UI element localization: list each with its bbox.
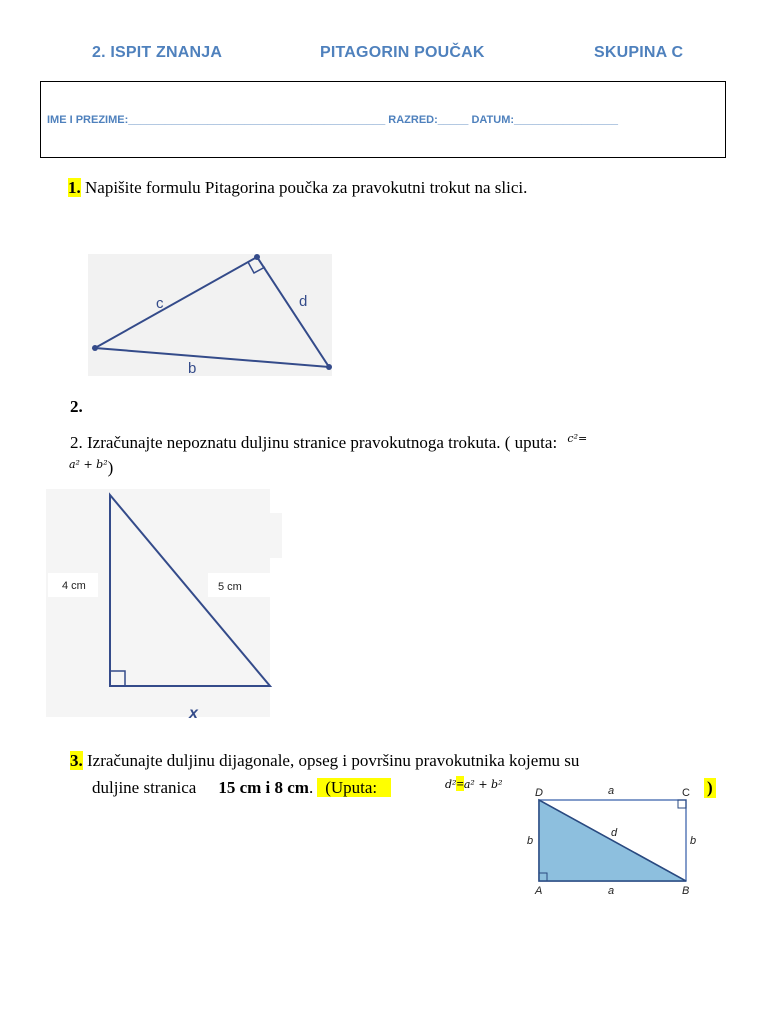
side-label-hypotenuse: 5 cm xyxy=(218,581,242,593)
figure-2-background xyxy=(46,489,270,717)
question-1 xyxy=(68,178,527,198)
question-1-text: Napišite formulu Pitagorina poučka za pravokutni trokut na slici. xyxy=(85,178,528,197)
question-3-dimensions: 15 cm i 8 cm xyxy=(218,778,309,797)
topic-title: PITAGORIN POUČAK xyxy=(320,44,485,61)
question-2-text: Izračunajte nepoznatu duljinu stranice pravokutnoga trokuta. ( uputa: xyxy=(87,433,558,452)
test-title: 2. ISPIT ZNANJA xyxy=(92,44,223,61)
question-2-hint-lhs: c²= xyxy=(567,432,588,445)
corner-label-B: B xyxy=(682,885,690,896)
group-label: SKUPINA C xyxy=(594,44,684,61)
question-2-number: 2. xyxy=(70,433,83,452)
diagonal-label: d xyxy=(611,827,618,839)
question-2-heading: 2. xyxy=(70,397,83,416)
question-3-text-line2a: duljine stranica xyxy=(92,778,197,797)
date-blank[interactable]: _________________ xyxy=(514,114,619,126)
question-1-number: 1. xyxy=(68,178,81,197)
question-3-hint-rhs: a² + b² xyxy=(463,778,503,791)
vertex-dot xyxy=(254,254,260,260)
question-3-hint-formula xyxy=(445,773,503,793)
name-blank[interactable]: __________________________________________ xyxy=(128,114,386,126)
student-info-line xyxy=(47,114,618,126)
side-label-vertical: 4 cm xyxy=(62,580,86,592)
corner-label-D: D xyxy=(535,787,543,799)
question-2-close: ) xyxy=(107,458,114,477)
rectangle-figure xyxy=(522,780,700,896)
question-2 xyxy=(70,433,587,453)
side-label-bottom: a xyxy=(608,885,615,896)
name-label: IME I PREZIME: xyxy=(47,114,129,126)
class-label: RAZRED: xyxy=(388,114,438,126)
question-2-hint-rhs: a² + b² xyxy=(69,458,108,471)
triangle-figure-1 xyxy=(88,250,336,378)
question-3-number: 3. xyxy=(70,751,83,770)
question-3-period: . xyxy=(308,778,314,797)
question-3-hint-eq: = xyxy=(456,776,464,791)
question-3-close: ) xyxy=(704,778,716,798)
question-3-hint-open: (Uputa: xyxy=(317,778,391,797)
side-label-right: b xyxy=(690,835,697,847)
date-label: DATUM: xyxy=(471,114,515,126)
question-3-hint-lhs: d² xyxy=(445,778,457,791)
side-label-base: x xyxy=(189,705,198,721)
question-3-line-2 xyxy=(92,778,391,798)
corner-label-A: A xyxy=(535,885,543,896)
corner-label-C: C xyxy=(682,787,690,799)
side-label-top: a xyxy=(608,785,615,797)
vertex-dot xyxy=(326,364,332,370)
question-3-line-1 xyxy=(70,751,579,771)
vertex-dot xyxy=(92,345,98,351)
question-3-text-line1: Izračunajte duljinu dijagonale, opseg i površinu pravokutnika kojemu su xyxy=(87,751,580,770)
side-label-b: b xyxy=(188,360,197,377)
side-label-left: b xyxy=(527,835,534,847)
question-2-hint-line xyxy=(69,458,113,478)
side-label-d: d xyxy=(299,293,308,310)
student-info-box xyxy=(40,81,726,158)
triangle-figure-2 xyxy=(46,489,282,721)
class-blank[interactable]: _____ xyxy=(437,114,469,126)
figure-2-background xyxy=(270,513,282,558)
side-label-c: c xyxy=(156,295,164,312)
